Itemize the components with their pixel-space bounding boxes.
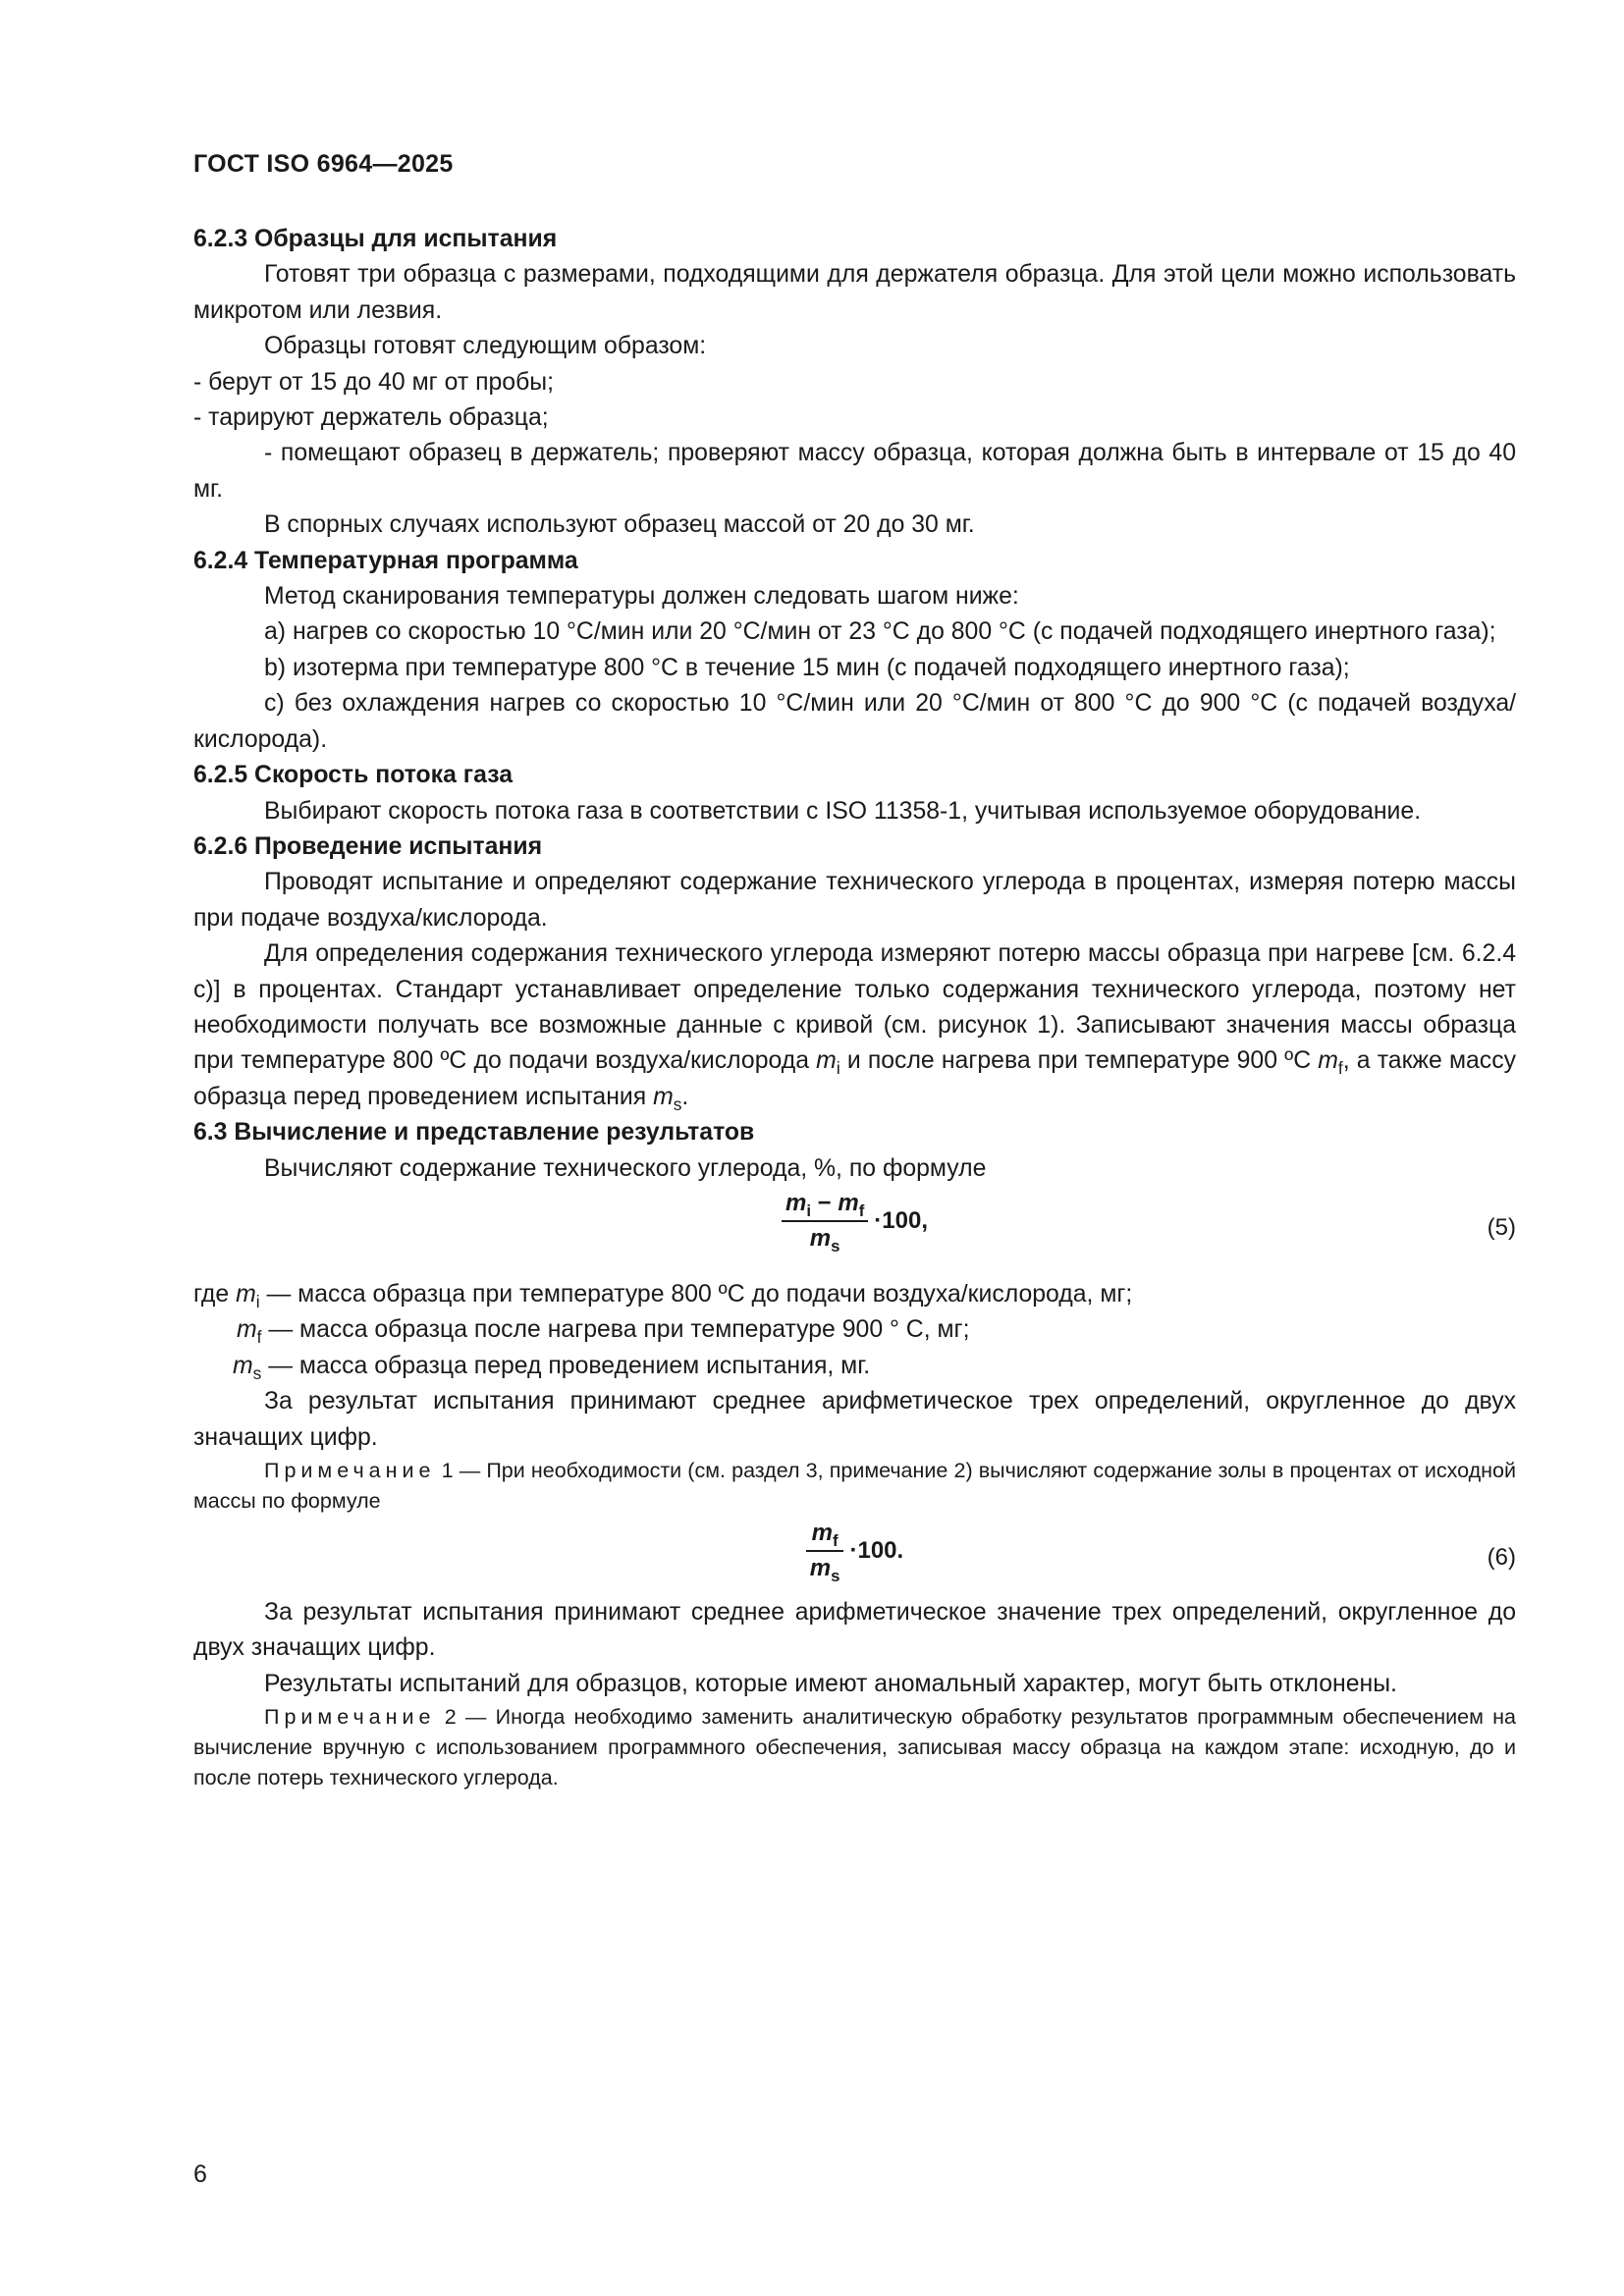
paragraph: Вычисляют содержание технического углерода, %, по формуле <box>264 1154 987 1182</box>
formula-multiplier: ·100, <box>874 1206 928 1234</box>
fraction-denominator: $m_s$ <box>809 1224 840 1255</box>
list-item: - тарируют держатель образца; <box>193 404 549 432</box>
formula-expression <box>193 1519 1516 1583</box>
paragraph: Для определения содержания технического углерода измеряют потерю массы образца при нагреве [см. 6.2.4 с)] в процентах. Стандарт устанавливает определение только содержания технического углерода, поэтому нет необходимости получать все возможные данные с кривой (см. рисунок 1). Записывают значения массы образца при температуре 800 ºС до подачи воздуха/кислорода $m_i$ и после нагрева при температуре 900 ºС $m_f$, а также массу образца перед проведением испытания $m_s$. <box>193 940 1516 1114</box>
paragraph: Выбирают скорость потока газа в соответствии с ISO 11358-1, учитывая используемое оборудование. <box>264 797 1422 825</box>
equation-number: (5) <box>1487 1213 1516 1241</box>
fraction <box>782 1189 868 1254</box>
section-heading-6-2-5: 6.2.5 Скорость потока газа <box>193 762 513 789</box>
document-header: ГОСТ ISO 6964—2025 <box>193 150 454 178</box>
fraction-numerator: $m_i - m_f$ <box>782 1189 868 1222</box>
formula-expression <box>193 1189 1516 1254</box>
fraction-numerator: $m_f$ <box>806 1519 844 1552</box>
section-heading-6-2-6: 6.2.6 Проведение испытания <box>193 832 543 860</box>
paragraph: В спорных случаях используют образец массой от 20 до 30 мг. <box>264 511 975 539</box>
paragraph: Образцы готовят следующим образом: <box>264 333 707 360</box>
paragraph: Проводят испытание и определяют содержание технического углерода в процентах, измеряя потерю массы при подаче воздуха/кислорода. <box>193 869 1516 932</box>
list-item: c) без охлаждения нагрев со скоростью 10 °С/мин или 20 °С/мин от 800 °С до 900 °С (с подачей воздуха/кислорода). <box>193 690 1516 753</box>
list-item: - берут от 15 до 40 мг от пробы; <box>193 368 555 396</box>
note-1: Примечание 1 — При необходимости (см. раздел 3, примечание 2) вычисляют содержание золы в процентах от исходной массы по формуле <box>193 1459 1516 1513</box>
formula-multiplier: ·100. <box>849 1536 904 1564</box>
where-item: $m_s$ — масса образца перед проведением испытания, мг. <box>233 1352 871 1383</box>
section-heading-6-2-4: 6.2.4 Температурная программа <box>193 547 578 574</box>
list-item: а) нагрев со скоростью 10 °С/мин или 20 °С/мин от 23 °С до 800 °С (с подачей подходящего инертного газа); <box>264 618 1496 646</box>
paragraph: Готовят три образца с размерами, подходящими для держателя образца. Для этой цели можно использовать микротом или лезвия. <box>193 261 1516 324</box>
paragraph: За результат испытания принимают среднее арифметическое трех определений, округленное до двух значащих цифр. <box>193 1388 1516 1451</box>
section-heading-6-2-3: 6.2.3 Образцы для испытания <box>193 226 558 252</box>
equation-number: (6) <box>1487 1544 1516 1571</box>
paragraph: За результат испытания принимают среднее арифметическое значение трех определений, округленное до двух значащих цифр. <box>193 1599 1516 1662</box>
section-heading-6-3: 6.3 Вычисление и представление результатов <box>193 1119 755 1147</box>
fraction <box>806 1519 844 1583</box>
where-item: $m_f$ — масса образца после нагрева при температуре 900 ° С, мг; <box>237 1316 970 1348</box>
paragraph: Результаты испытаний для образцов, которые имеют аномальный характер, могут быть отклонены. <box>264 1670 1397 1697</box>
formula-5 <box>193 1189 1516 1271</box>
paragraph: Метод сканирования температуры должен следовать шагом ниже: <box>264 583 1019 611</box>
where-item: где $m_i$ — масса образца при температуре 800 ºС до подачи воздуха/кислорода, мг; <box>193 1280 1133 1311</box>
note-2: Примечание 2 — Иногда необходимо заменить аналитическую обработку результатов программным обеспечением на вычисление вручную с использованием программного обеспечения, записывая массу образца на каждом этапе: исходную, до и после потерь технического углерода. <box>193 1705 1516 1790</box>
fraction-denominator: $m_s$ <box>809 1555 840 1585</box>
formula-6 <box>193 1519 1516 1589</box>
list-item: - помещают образец в держатель; проверяют массу образца, которая должна быть в интервале от 15 до 40 мг. <box>193 440 1516 503</box>
list-item: b) изотерма при температуре 800 °С в течение 15 мин (с подачей подходящего инертного газа); <box>264 654 1350 681</box>
page-content <box>193 222 1516 1793</box>
page-number: 6 <box>193 2161 207 2188</box>
